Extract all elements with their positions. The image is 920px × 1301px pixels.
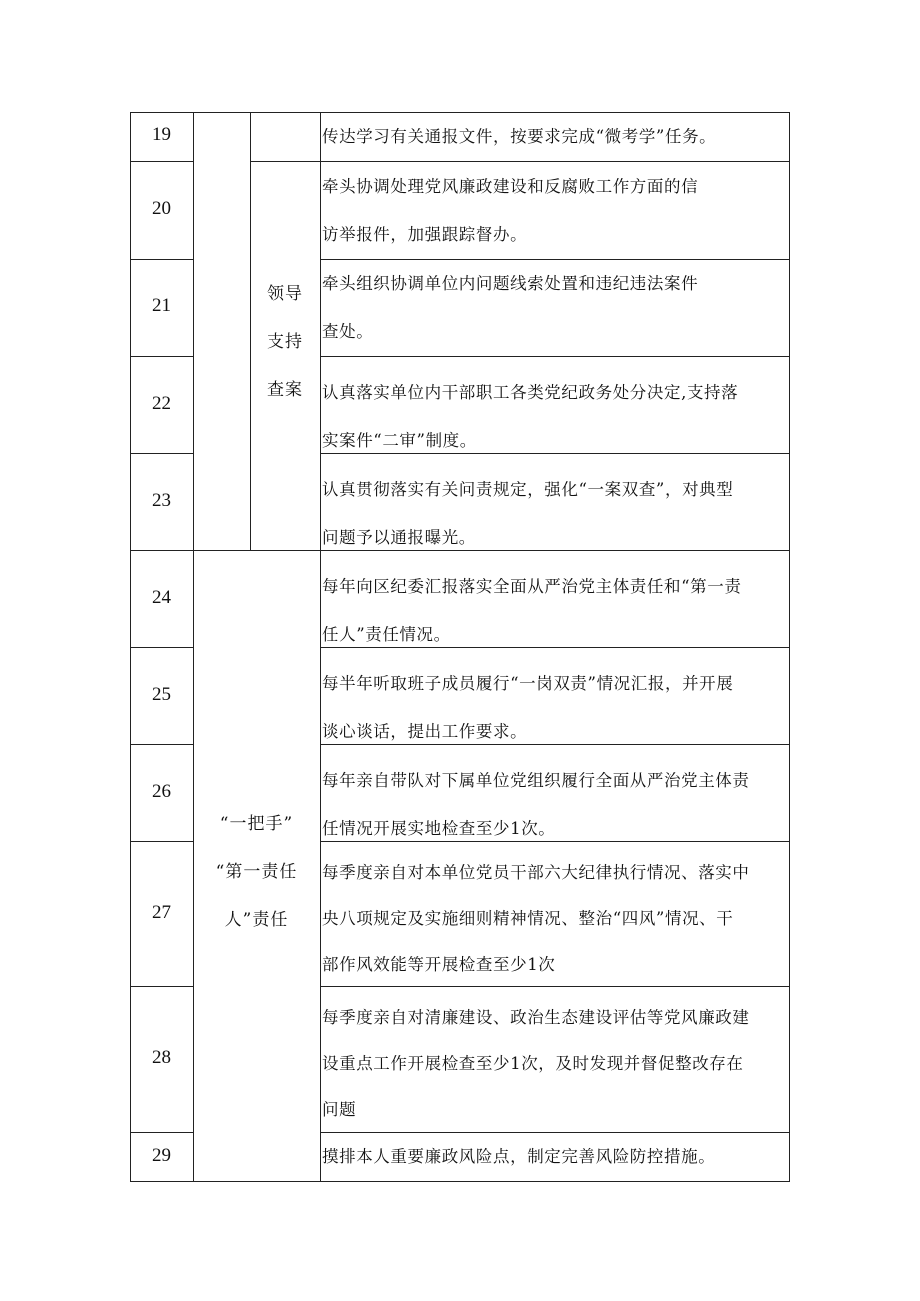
row-divider — [130, 356, 193, 357]
task-line: 任人”责任情况。 — [322, 625, 451, 644]
task-line: 访举报件，加强跟踪督办。 — [322, 225, 528, 244]
category-support-investigation — [250, 270, 320, 414]
task-description — [322, 660, 792, 756]
row-number: 24 — [152, 587, 171, 608]
row-divider — [130, 986, 193, 987]
row-divider — [130, 161, 193, 162]
row-number: 20 — [152, 198, 171, 219]
task-line: 每季度亲自对本单位党员干部六大纪律执行情况、落实中 — [322, 863, 750, 882]
row-number: 22 — [152, 393, 171, 414]
row-divider — [130, 259, 193, 260]
task-line: 实案件“二审”制度。 — [322, 431, 477, 450]
row-number: 28 — [152, 1047, 171, 1068]
row-divider — [130, 841, 193, 842]
task-description — [322, 260, 792, 356]
table-border-left — [130, 112, 131, 1182]
table-border-bottom — [130, 1181, 790, 1182]
task-line: 认真落实单位内干部职工各类党纪政务处分决定,支持落 — [322, 383, 739, 402]
row-divider — [130, 453, 193, 454]
task-line: 问题 — [322, 1100, 357, 1119]
column-divider — [193, 112, 194, 1182]
row-number: 26 — [152, 781, 171, 802]
row-divider — [320, 161, 790, 162]
category-line: 人”责任 — [224, 910, 289, 930]
task-line: 问题予以通报曝光。 — [322, 528, 476, 547]
category-line: “第一责任 — [215, 862, 298, 882]
row-divider — [130, 744, 193, 745]
task-line: 牵头组织协调单位内问题线索处置和违纪违法案件 — [322, 274, 699, 293]
row-divider — [250, 161, 320, 162]
task-line: 摸排本人重要廉政风险点，制定完善风险防控措施。 — [322, 1147, 716, 1166]
task-line: 每年向区纪委汇报落实全面从严治党主体责任和“第一责 — [322, 577, 742, 596]
task-description — [322, 113, 792, 161]
task-line: 央八项规定及实施细则精神情况、整治“四风”情况、干 — [322, 909, 734, 928]
task-description — [322, 850, 792, 988]
category-line: 支持 — [267, 332, 303, 352]
task-line: 部作风效能等开展检查至少1次 — [322, 955, 556, 974]
task-description — [322, 563, 792, 659]
task-description — [322, 757, 792, 853]
row-divider — [130, 647, 193, 648]
column-divider — [320, 112, 321, 1182]
row-number: 21 — [152, 295, 171, 316]
row-divider — [130, 1132, 193, 1133]
task-line: 任情况开展实地检查至少1次。 — [322, 819, 556, 838]
category-line: “一把手” — [219, 814, 294, 834]
category-line: 查案 — [267, 380, 303, 400]
task-line: 每年亲自带队对下属单位党组织履行全面从严治党主体责 — [322, 771, 750, 790]
task-line: 每半年听取班子成员履行“一岗双责”情况汇报，并开展 — [322, 674, 734, 693]
task-description — [322, 995, 792, 1133]
row-number: 25 — [152, 684, 171, 705]
task-line: 牵头协调处理党风廉政建设和反腐败工作方面的信 — [322, 177, 699, 196]
task-line: 查处。 — [322, 322, 374, 341]
category-leader-responsibility — [193, 800, 320, 944]
row-number: 27 — [152, 902, 171, 923]
task-line: 设重点工作开展检查至少1次，及时发现并督促整改存在 — [322, 1054, 744, 1073]
task-line: 谈心谈话，提出工作要求。 — [322, 722, 528, 741]
row-number: 19 — [152, 124, 171, 145]
row-number: 23 — [152, 490, 171, 511]
task-line: 传达学习有关通报文件，按要求完成“微考学”任务。 — [322, 127, 717, 146]
row-divider — [320, 356, 790, 357]
row-number: 29 — [152, 1145, 171, 1166]
task-description — [322, 369, 792, 465]
task-description — [322, 1133, 792, 1181]
task-line: 认真贯彻落实有关问责规定，强化“一案双查”，对典型 — [322, 480, 734, 499]
task-description — [322, 466, 792, 562]
task-description — [322, 163, 792, 259]
category-line: 领导 — [267, 284, 303, 304]
task-line: 每季度亲自对清廉建设、政治生态建设评估等党风廉政建 — [322, 1008, 750, 1027]
